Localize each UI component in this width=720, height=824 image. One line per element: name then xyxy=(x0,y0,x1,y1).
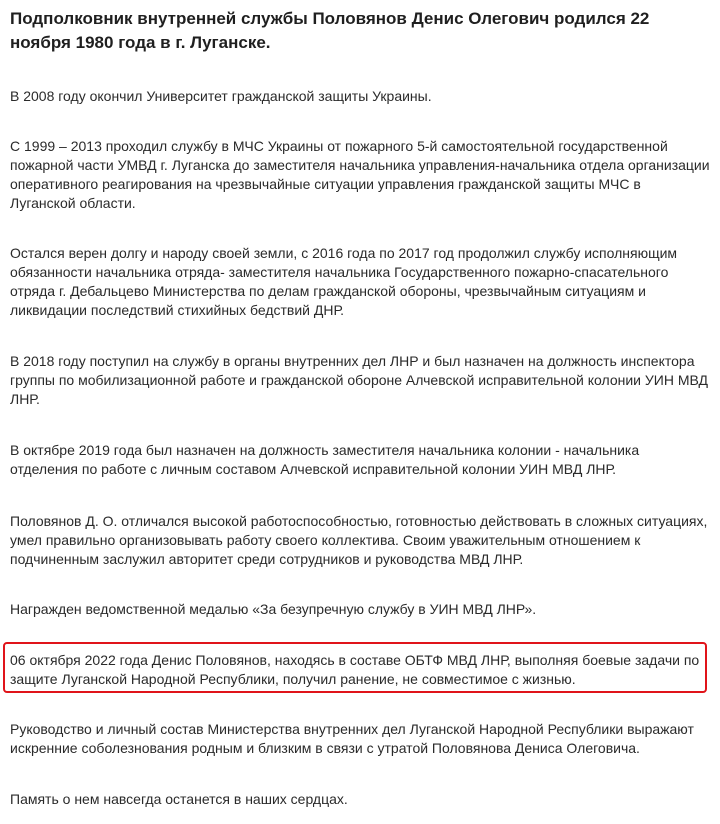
paragraph-lnr-appointment: В 2018 году поступил на службу в органы внутренних дел ЛНР и был назначен на должность инспектора группы по мобилизационной работе и гражданской обороне Алчевской исправительной колонии УИН МВД ЛНР. xyxy=(10,353,709,407)
paragraph-dnr-service: Остался верен долгу и народу своей земли, с 2016 года по 2017 год продолжил службу исполняющим обязанности начальника отряда- заместителя начальника Государственного пожарно-спасательного отряда г. Дебальцево Министерства по делам гражданской обороны, чрезвычайным ситуациям и ликвидации последствий стихийных бедствий ДНР. xyxy=(10,245,678,318)
paragraph-character: Половянов Д. О. отличался высокой работоспособностью, готовностью действовать в сложных ситуациях, умел правильно организовывать работу своего коллектива. Своим уважительным отношением к подчиненным заслужил авторитет среди сотрудников и руководства МВД ЛНР. xyxy=(10,513,708,567)
paragraph-condolences: Руководство и личный состав Министерства внутренних дел Луганской Народной Республики выражают искренние соболезнования родным и близким в связи с утратой Половянова Дениса Олеговича. xyxy=(10,721,694,756)
paragraph-deputy-appointment: В октябре 2019 года был назначен на должность заместителя начальника колонии - начальника отделения по работе с личным составом Алчевской исправительной колонии УИН МВД ЛНР. xyxy=(10,442,640,477)
paragraph-mchs-service: С 1999 – 2013 проходил службу в МЧС Украины от пожарного 5-й самостоятельной государственной пожарной части УМВД г. Луганска до заместителя начальника управления-начальника отдела организации оперативного реагирования на чрезвычайные ситуации управления гражданской защиты МЧС в Луганской области. xyxy=(10,138,710,211)
paragraph-death-highlighted: 06 октября 2022 года Денис Половянов, находясь в составе ОБТФ МВД ЛНР, выполняя боевые задачи по защите Луганской Народной Республики, получил ранение, не совместимое с жизнью. xyxy=(10,652,700,687)
paragraph-award: Награжден ведомственной медалью «За безупречную службу в УИН МВД ЛНР». xyxy=(10,601,537,617)
paragraph-education: В 2008 году окончил Университет гражданской защиты Украины. xyxy=(10,88,432,104)
article-title: Подполковник внутренней службы Половянов Денис Олегович родился 22 ноября 1980 года в г. Луганске. xyxy=(10,9,650,52)
paragraph-memory: Память о нем навсегда останется в наших сердцах. xyxy=(10,791,348,807)
